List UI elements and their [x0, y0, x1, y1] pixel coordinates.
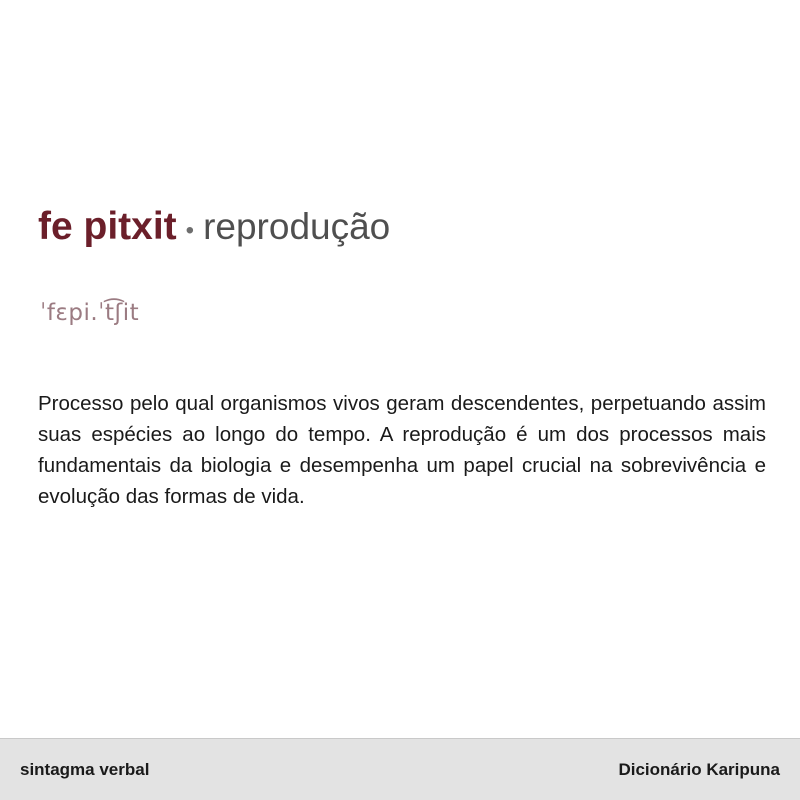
pronunciation-ipa: ˈfɛpi.ˈt͡ʃit [40, 300, 140, 326]
headword: fe pitxit [38, 205, 177, 248]
page-footer [0, 738, 800, 800]
dictionary-source-label: Dicionário Karipuna [618, 759, 780, 779]
part-of-speech-label: sintagma verbal [20, 759, 150, 779]
gloss-translation: reprodução [203, 206, 391, 247]
headword-line [38, 205, 390, 249]
separator-bullet: • [185, 217, 195, 244]
definition-text: Processo pelo qual organismos vivos geram descendentes, perpetuando assim suas espécies ao longo do tempo. A reprodução é um dos processos mais fundamentais da biologia e desempenha um papel crucial na sobrevivência e evolução das formas de vida. [38, 392, 766, 508]
